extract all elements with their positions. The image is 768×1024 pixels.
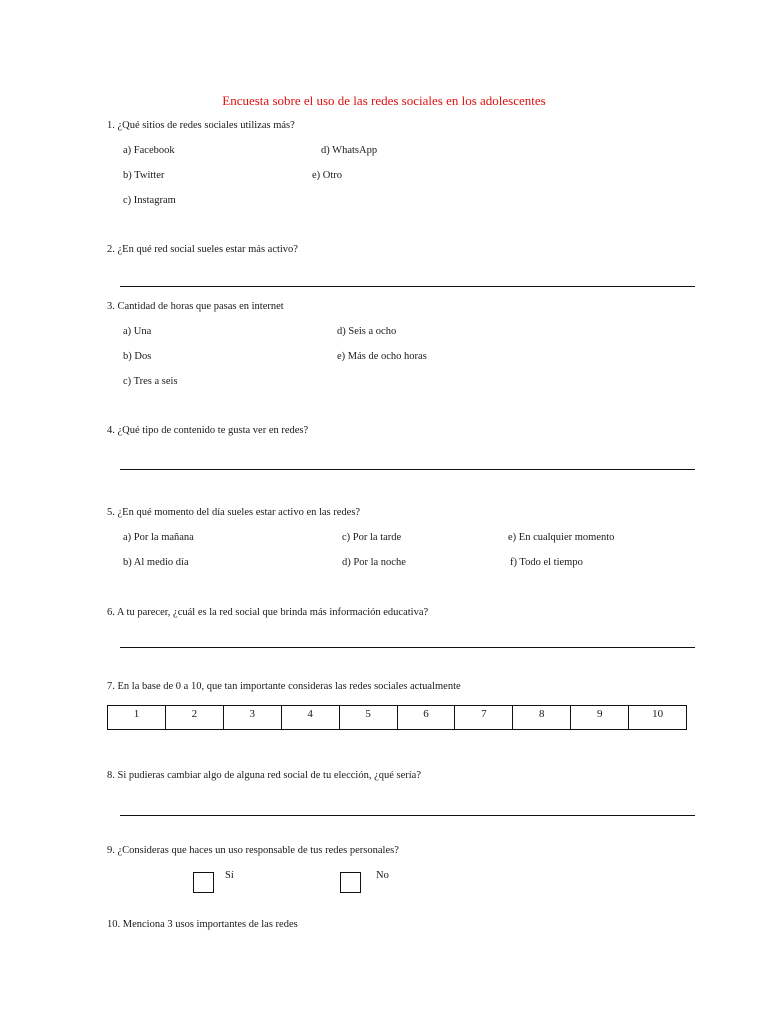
q8-answer-line[interactable] — [120, 815, 695, 816]
q5-option-e[interactable]: e) En cualquier momento — [508, 532, 615, 543]
q2-answer-line[interactable] — [120, 286, 695, 287]
q1-option-a[interactable]: a) Facebook — [123, 145, 175, 156]
q1-option-c[interactable]: c) Instagram — [123, 195, 176, 206]
yes-checkbox[interactable] — [193, 872, 214, 893]
question-3: 3. Cantidad de horas que pasas en internet — [107, 301, 284, 312]
question-8: 8. Si pudieras cambiar algo de alguna red social de tu elección, ¿qué sería? — [107, 770, 421, 781]
no-label: No — [376, 870, 389, 881]
q3-option-e[interactable]: e) Más de ocho horas — [337, 351, 427, 362]
q1-option-b[interactable]: b) Twitter — [123, 170, 165, 181]
q5-option-b[interactable]: b) Al medio día — [123, 557, 189, 568]
no-checkbox[interactable] — [340, 872, 361, 893]
question-5: 5. ¿En qué momento del día sueles estar activo en las redes? — [107, 507, 361, 518]
yes-label: Sí — [225, 870, 234, 881]
rating-cell-9[interactable]: 9 — [571, 706, 629, 729]
q3-option-c[interactable]: c) Tres a seis — [123, 376, 178, 387]
q5-option-f[interactable]: f) Todo el tiempo — [510, 557, 583, 568]
survey-title: Encuesta sobre el uso de las redes sociales en los adolescentes — [222, 93, 546, 108]
q7-rating-scale — [107, 705, 687, 730]
q1-option-d[interactable]: d) WhatsApp — [321, 145, 378, 156]
question-9: 9. ¿Consideras que haces un uso responsable de tus redes personales? — [107, 845, 399, 856]
rating-cell-2[interactable]: 2 — [166, 706, 224, 729]
question-1: 1. ¿Qué sitios de redes sociales utilizas más? — [107, 120, 295, 131]
rating-cell-7[interactable]: 7 — [455, 706, 513, 729]
rating-cell-3[interactable]: 3 — [224, 706, 282, 729]
question-4: 4. ¿Qué tipo de contenido te gusta ver en redes? — [107, 425, 309, 436]
question-6: 6. A tu parecer, ¿cuál es la red social que brinda más información educativa? — [107, 607, 429, 618]
rating-cell-4[interactable]: 4 — [282, 706, 340, 729]
rating-cell-6[interactable]: 6 — [398, 706, 456, 729]
q3-option-b[interactable]: b) Dos — [123, 351, 152, 362]
q4-answer-line[interactable] — [120, 469, 695, 470]
rating-cell-8[interactable]: 8 — [513, 706, 571, 729]
question-2: 2. ¿En qué red social sueles estar más activo? — [107, 244, 298, 255]
question-10: 10. Menciona 3 usos importantes de las redes — [107, 919, 298, 930]
rating-cell-1[interactable]: 1 — [108, 706, 166, 729]
q3-option-a[interactable]: a) Una — [123, 326, 152, 337]
q3-option-d[interactable]: d) Seis a ocho — [337, 326, 397, 337]
q5-option-c[interactable]: c) Por la tarde — [342, 532, 402, 543]
q1-option-e[interactable]: e) Otro — [312, 170, 343, 181]
q5-option-a[interactable]: a) Por la mañana — [123, 532, 194, 543]
question-7: 7. En la base de 0 a 10, que tan importante consideras las redes sociales actualmente — [107, 681, 461, 692]
q5-option-d[interactable]: d) Por la noche — [342, 557, 406, 568]
rating-cell-5[interactable]: 5 — [340, 706, 398, 729]
rating-cell-10[interactable]: 10 — [652, 708, 664, 720]
q6-answer-line[interactable] — [120, 647, 695, 648]
